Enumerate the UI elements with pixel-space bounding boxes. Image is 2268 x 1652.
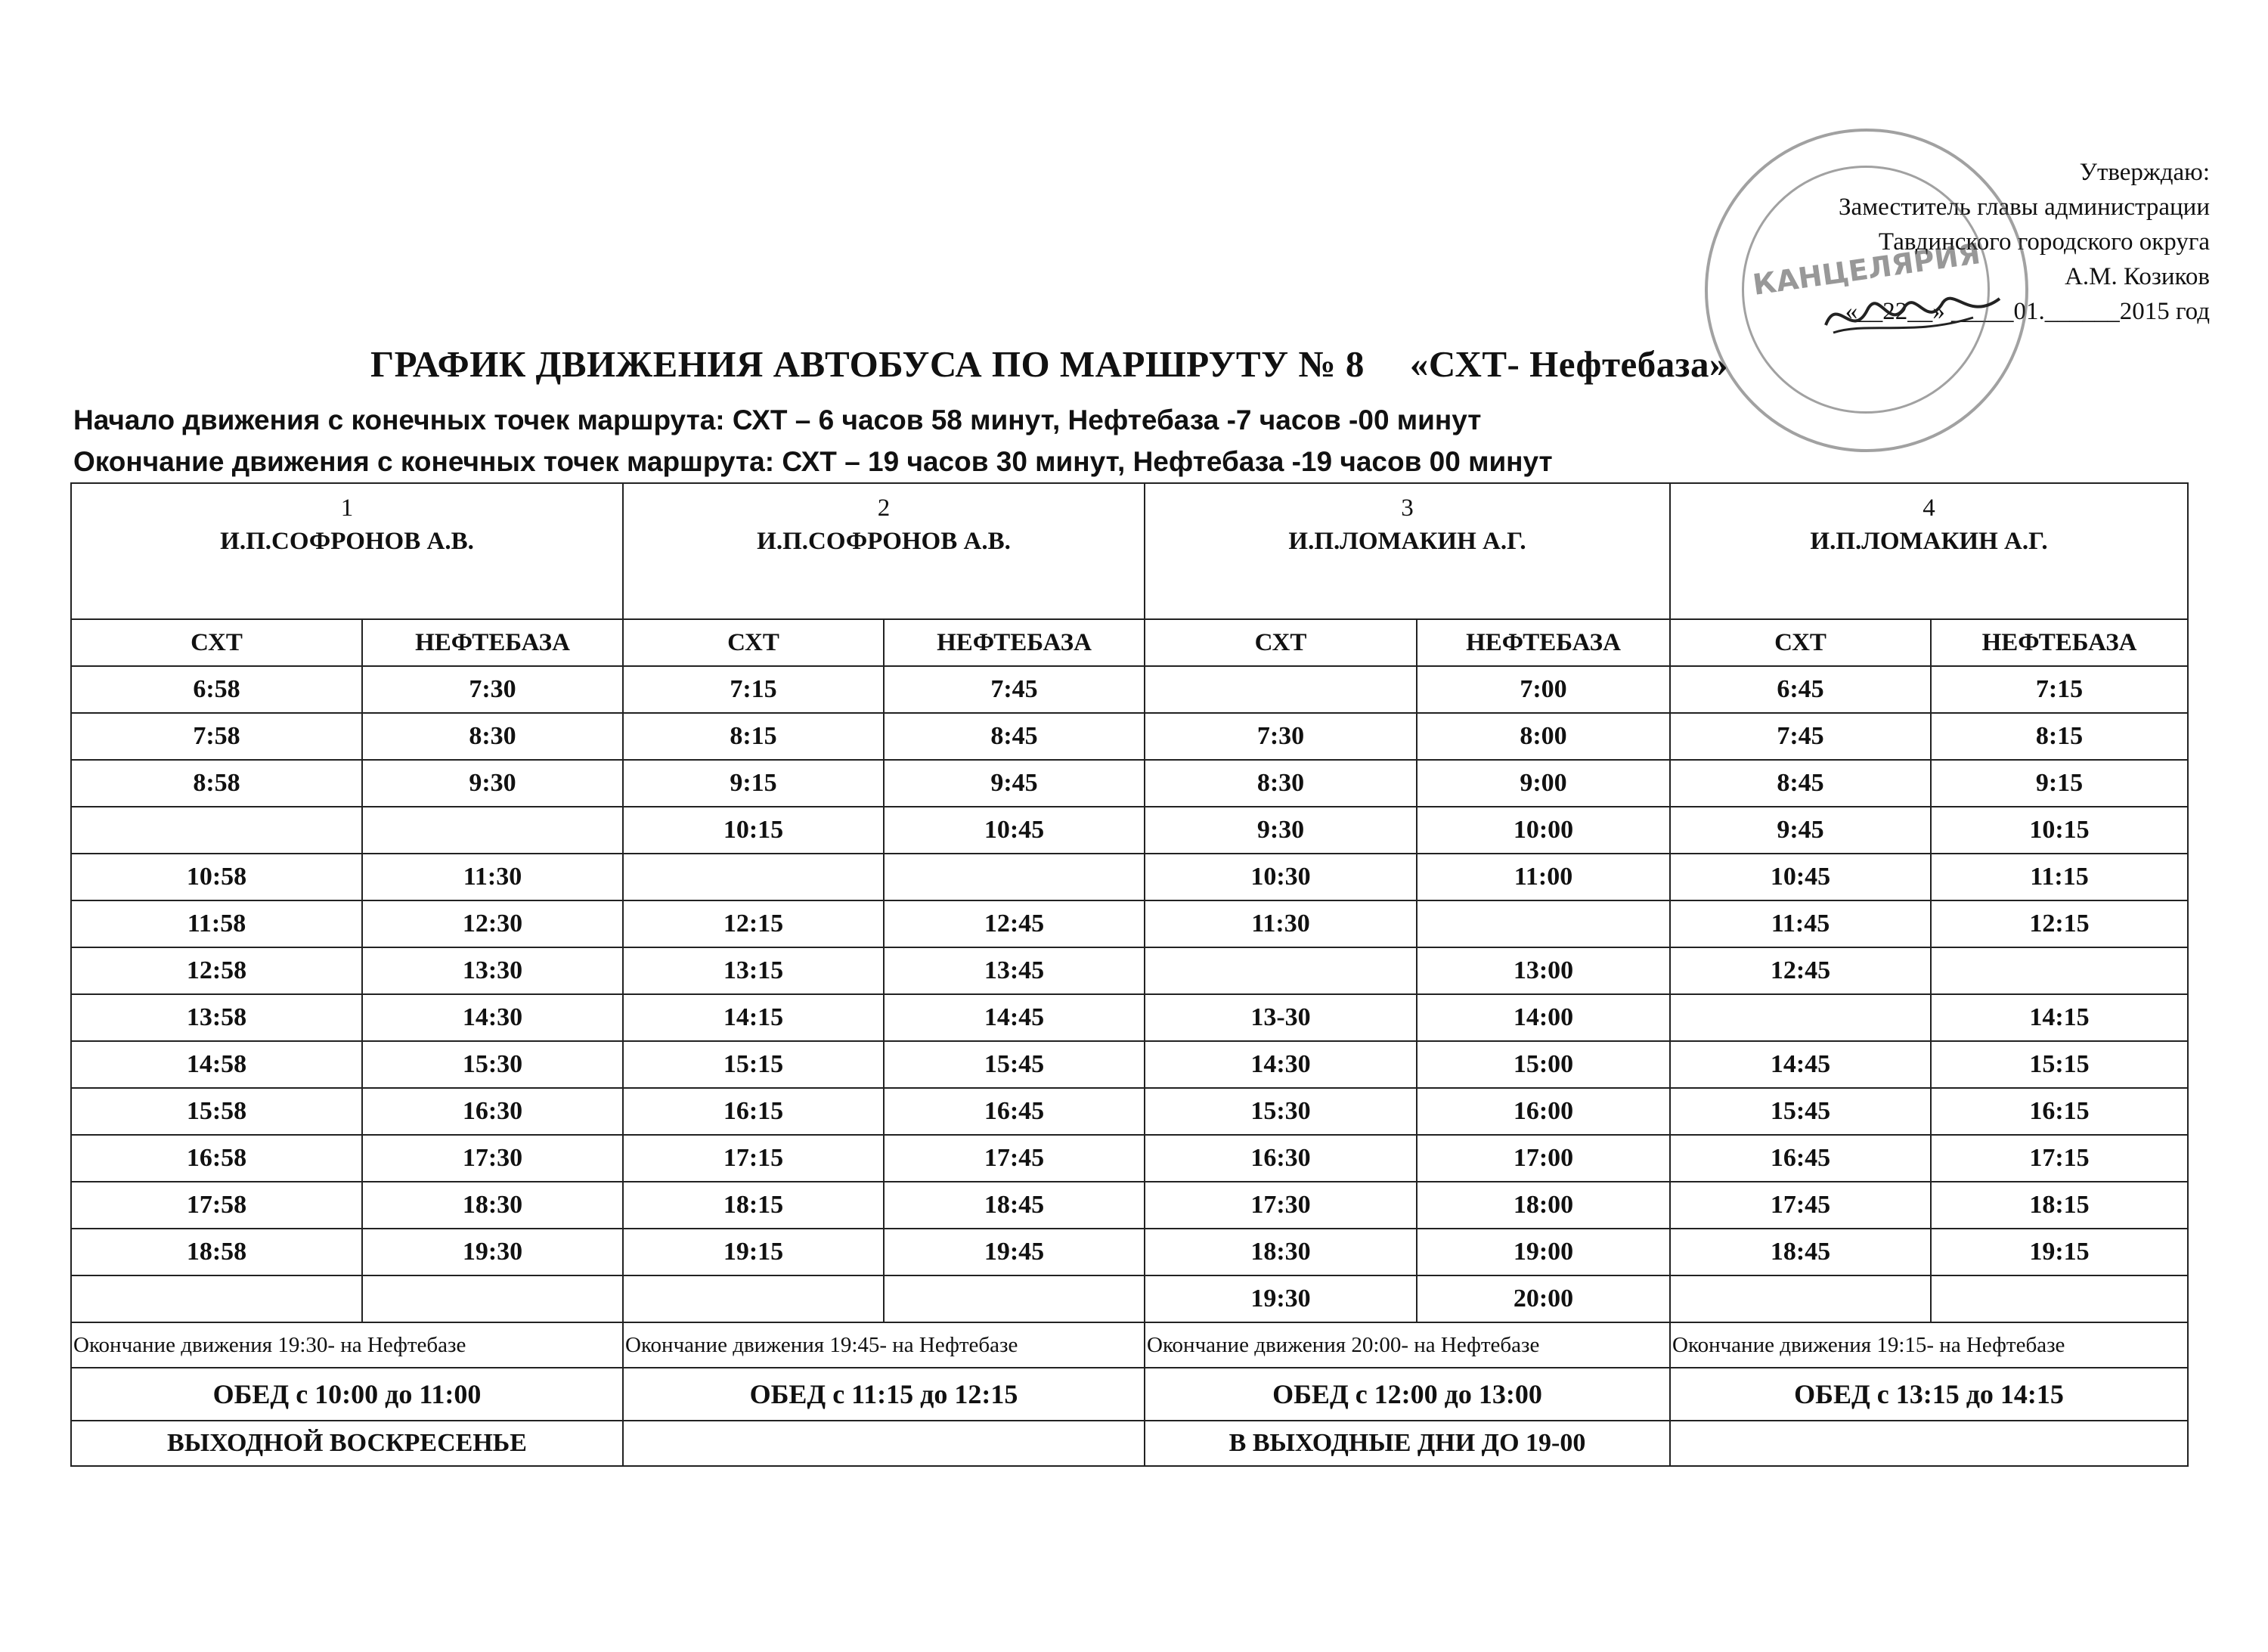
time-cell: 14:45 [884, 994, 1145, 1041]
time-cell: 14:30 [362, 994, 623, 1041]
time-cell: 7:45 [1670, 713, 1931, 760]
time-cell: 19:15 [623, 1229, 884, 1275]
page-title [370, 342, 1728, 386]
time-cell: 10:58 [71, 854, 362, 900]
table-row [71, 947, 2188, 994]
time-cell: 9:45 [884, 760, 1145, 807]
time-cell: 15:30 [362, 1041, 623, 1088]
time-cell: 18:30 [1145, 1229, 1417, 1275]
time-cell: 14:30 [1145, 1041, 1417, 1088]
time-cell: 10:45 [1670, 854, 1931, 900]
end-note-cell: Окончание движения 19:30- на Нефтебазе [71, 1322, 623, 1368]
time-cell: 13:45 [884, 947, 1145, 994]
time-cell: 12:30 [362, 900, 623, 947]
time-cell: 7:00 [1417, 666, 1670, 713]
time-cell: 7:30 [1145, 713, 1417, 760]
time-cell: 8:00 [1417, 713, 1670, 760]
lunch-cell: ОБЕД с 11:15 до 12:15 [623, 1368, 1145, 1421]
days-off-cell [623, 1421, 1145, 1466]
time-cell [362, 1275, 623, 1322]
lunch-cell: ОБЕД с 10:00 до 11:00 [71, 1368, 623, 1421]
time-cell: 17:15 [1931, 1135, 2188, 1182]
time-cell: 12:15 [1931, 900, 2188, 947]
time-cell: 18:15 [1931, 1182, 2188, 1229]
time-cell: 18:58 [71, 1229, 362, 1275]
end-note-cell: Окончание движения 19:15- на Нефтебазе [1670, 1322, 2188, 1368]
time-cell: 17:45 [884, 1135, 1145, 1182]
time-cell: 14:00 [1417, 994, 1670, 1041]
days-off-cell [1670, 1421, 2188, 1466]
column-header [1670, 483, 2188, 619]
time-cell: 8:45 [1670, 760, 1931, 807]
time-cell: 13:58 [71, 994, 362, 1041]
time-cell: 19:45 [884, 1229, 1145, 1275]
time-cell: 6:45 [1670, 666, 1931, 713]
carrier-header-row [71, 483, 2188, 619]
table-row [71, 854, 2188, 900]
time-cell: 16:45 [884, 1088, 1145, 1135]
time-cell: 16:15 [623, 1088, 884, 1135]
time-cell: 11:30 [1145, 900, 1417, 947]
time-cell: 16:30 [1145, 1135, 1417, 1182]
time-cell [884, 854, 1145, 900]
table-row [71, 760, 2188, 807]
stop-header: СХТ [71, 619, 362, 666]
time-cell: 9:45 [1670, 807, 1931, 854]
time-cell: 12:45 [884, 900, 1145, 947]
time-cell [1145, 666, 1417, 713]
time-cell: 17:15 [623, 1135, 884, 1182]
column-number: 3 [1401, 494, 1414, 522]
time-cell: 10:00 [1417, 807, 1670, 854]
time-cell: 17:30 [1145, 1182, 1417, 1229]
time-cell [623, 854, 884, 900]
time-cell: 15:00 [1417, 1041, 1670, 1088]
schedule-table [70, 482, 2189, 1467]
time-cell: 11:30 [362, 854, 623, 900]
time-cell: 18:45 [1670, 1229, 1931, 1275]
approval-label: Утверждаю: [2079, 159, 2210, 186]
time-cell: 20:00 [1417, 1275, 1670, 1322]
time-cell: 9:15 [623, 760, 884, 807]
title-main: ГРАФИК ДВИЖЕНИЯ АВТОБУСА ПО МАРШРУТУ № 8 [370, 343, 1365, 385]
stamp-text: КАНЦЕЛЯРИЯ [1750, 237, 1983, 302]
days-off-row [71, 1421, 2188, 1466]
column-number: 1 [340, 494, 354, 522]
time-cell: 13:30 [362, 947, 623, 994]
time-cell: 8:15 [623, 713, 884, 760]
time-cell: 15:45 [1670, 1088, 1931, 1135]
stop-header-row [71, 619, 2188, 666]
time-cell: 7:58 [71, 713, 362, 760]
table-row [71, 1275, 2188, 1322]
time-cell: 8:15 [1931, 713, 2188, 760]
time-cell: 10:15 [623, 807, 884, 854]
time-cell: 17:58 [71, 1182, 362, 1229]
end-notes-row [71, 1322, 2188, 1368]
days-off-cell: ВЫХОДНОЙ ВОСКРЕСЕНЬЕ [71, 1421, 623, 1466]
lunch-cell: ОБЕД с 12:00 до 13:00 [1145, 1368, 1670, 1421]
time-cell: 18:30 [362, 1182, 623, 1229]
title-route: «СХТ- Нефтебаза» [1409, 343, 1728, 385]
table-row [71, 1041, 2188, 1088]
time-cell: 16:30 [362, 1088, 623, 1135]
column-header [623, 483, 1145, 619]
time-cell: 11:58 [71, 900, 362, 947]
time-cell: 12:45 [1670, 947, 1931, 994]
time-cell: 8:30 [1145, 760, 1417, 807]
stop-header: НЕФТЕБАЗА [884, 619, 1145, 666]
time-cell: 14:15 [623, 994, 884, 1041]
time-cell: 17:30 [362, 1135, 623, 1182]
lunch-cell: ОБЕД с 13:15 до 14:15 [1670, 1368, 2188, 1421]
end-note-cell: Окончание движения 19:45- на Нефтебазе [623, 1322, 1145, 1368]
time-cell: 14:45 [1670, 1041, 1931, 1088]
time-cell [1145, 947, 1417, 994]
time-cell: 17:00 [1417, 1135, 1670, 1182]
days-off-cell: В ВЫХОДНЫЕ ДНИ ДО 19-00 [1145, 1421, 1670, 1466]
time-cell [884, 1275, 1145, 1322]
time-cell [623, 1275, 884, 1322]
time-cell: 11:15 [1931, 854, 2188, 900]
time-cell: 10:30 [1145, 854, 1417, 900]
table-row [71, 900, 2188, 947]
time-cell: 11:45 [1670, 900, 1931, 947]
table-row [71, 1135, 2188, 1182]
column-header [71, 483, 623, 619]
approval-position: Заместитель главы администрации [1839, 194, 2210, 221]
time-cell: 18:45 [884, 1182, 1145, 1229]
time-cell: 9:15 [1931, 760, 2188, 807]
start-info: Начало движения с конечных точек маршрута: СХТ – 6 часов 58 минут, Нефтебаза -7 часов -00 минут [73, 404, 1482, 435]
time-cell: 14:58 [71, 1041, 362, 1088]
time-cell [1417, 900, 1670, 947]
time-cell: 15:15 [1931, 1041, 2188, 1088]
time-cell: 11:00 [1417, 854, 1670, 900]
approval-date: «__22__» _____01.______2015 год [1845, 298, 2210, 325]
time-cell: 19:00 [1417, 1229, 1670, 1275]
time-cell [71, 807, 362, 854]
time-cell: 8:58 [71, 760, 362, 807]
stop-header: СХТ [1670, 619, 1931, 666]
stop-header: НЕФТЕБАЗА [1931, 619, 2188, 666]
time-cell: 16:45 [1670, 1135, 1931, 1182]
time-cell: 13:15 [623, 947, 884, 994]
stop-header: НЕФТЕБАЗА [362, 619, 623, 666]
time-cell: 12:58 [71, 947, 362, 994]
time-cell: 10:45 [884, 807, 1145, 854]
time-cell: 15:30 [1145, 1088, 1417, 1135]
time-cell: 7:15 [623, 666, 884, 713]
table-row [71, 1229, 2188, 1275]
time-cell: 15:45 [884, 1041, 1145, 1088]
stop-header: СХТ [623, 619, 884, 666]
time-cell: 10:15 [1931, 807, 2188, 854]
table-row [71, 1182, 2188, 1229]
time-cell: 16:15 [1931, 1088, 2188, 1135]
time-cell: 16:00 [1417, 1088, 1670, 1135]
time-cell: 7:15 [1931, 666, 2188, 713]
end-note-cell: Окончание движения 20:00- на Нефтебазе [1145, 1322, 1670, 1368]
time-cell: 7:30 [362, 666, 623, 713]
carrier-name: И.П.ЛОМАКИН А.Г. [1810, 528, 2048, 555]
carrier-name: И.П.СОФРОНОВ А.В. [757, 528, 1011, 555]
time-cell: 18:15 [623, 1182, 884, 1229]
time-cell [1931, 1275, 2188, 1322]
time-cell [1670, 1275, 1931, 1322]
time-cell [362, 807, 623, 854]
column-number: 4 [1923, 494, 1935, 522]
time-cell: 7:45 [884, 666, 1145, 713]
time-cell: 9:30 [362, 760, 623, 807]
time-cell [71, 1275, 362, 1322]
time-cell: 19:30 [1145, 1275, 1417, 1322]
time-cell: 12:15 [623, 900, 884, 947]
time-cell [1931, 947, 2188, 994]
stop-header: СХТ [1145, 619, 1417, 666]
column-header [1145, 483, 1670, 619]
time-cell: 19:30 [362, 1229, 623, 1275]
time-cell: 13-30 [1145, 994, 1417, 1041]
approval-block [1620, 155, 2210, 329]
time-cell: 16:58 [71, 1135, 362, 1182]
time-cell [1670, 994, 1931, 1041]
time-cell: 17:45 [1670, 1182, 1931, 1229]
carrier-name: И.П.СОФРОНОВ А.В. [220, 528, 474, 555]
approval-org: Тавдинского городского округа [1878, 228, 2210, 256]
end-info: Окончание движения с конечных точек маршрута: СХТ – 19 часов 30 минут, Нефтебаза -19 часов 00 минут [73, 446, 1553, 477]
time-cell: 15:58 [71, 1088, 362, 1135]
table-row [71, 666, 2188, 713]
time-cell: 15:15 [623, 1041, 884, 1088]
time-cell: 8:45 [884, 713, 1145, 760]
time-cell: 13:00 [1417, 947, 1670, 994]
time-cell: 6:58 [71, 666, 362, 713]
time-cell: 18:00 [1417, 1182, 1670, 1229]
time-cell: 14:15 [1931, 994, 2188, 1041]
column-number: 2 [877, 494, 891, 522]
approval-name: А.М. Козиков [2065, 263, 2210, 290]
table-row [71, 994, 2188, 1041]
lunch-row [71, 1368, 2188, 1421]
table-row [71, 713, 2188, 760]
time-cell: 9:00 [1417, 760, 1670, 807]
time-cell: 9:30 [1145, 807, 1417, 854]
time-cell: 19:15 [1931, 1229, 2188, 1275]
carrier-name: И.П.ЛОМАКИН А.Г. [1288, 528, 1526, 555]
table-row [71, 807, 2188, 854]
time-cell: 8:30 [362, 713, 623, 760]
stop-header: НЕФТЕБАЗА [1417, 619, 1670, 666]
table-row [71, 1088, 2188, 1135]
